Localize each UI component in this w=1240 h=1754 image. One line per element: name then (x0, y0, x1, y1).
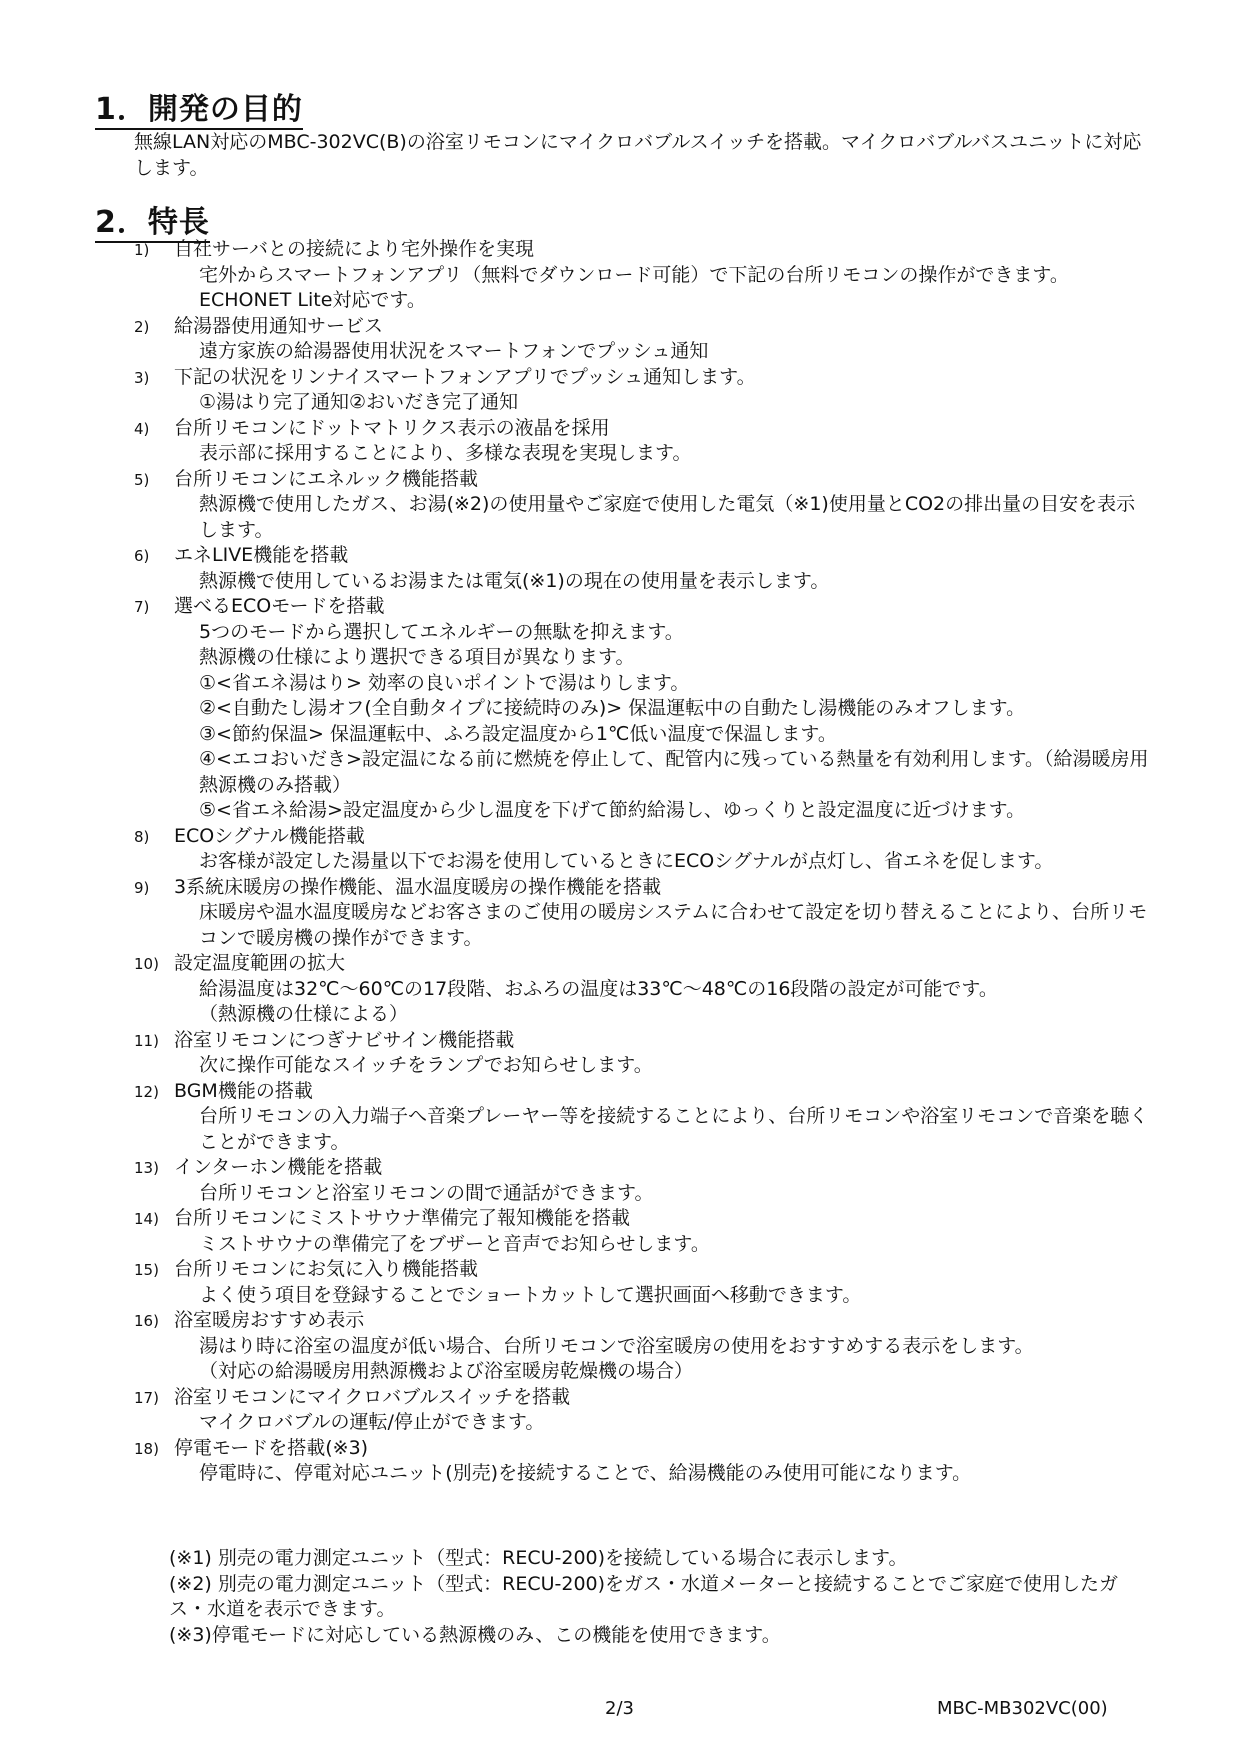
feature-description-line: 熱源機の仕様により選択できる項目が異なります。 (199, 646, 635, 668)
feature-item (124, 416, 1154, 467)
feature-item (124, 1155, 1154, 1206)
feature-title: 浴室リモコンにつぎナビサイン機能搭載 (174, 1028, 515, 1051)
feature-description-line: 停電時に、停電対応ユニット(別売)を接続することで、給湯機能のみ使用可能になります。 (199, 1462, 972, 1484)
feature-number: 10) (134, 955, 159, 973)
feature-item (124, 1257, 1154, 1308)
page-number: 2/3 (605, 1698, 634, 1719)
feature-description-line: （対応の給湯暖房用熱源機および浴室暖房乾燥機の場合） (199, 1360, 694, 1382)
feature-item (124, 1079, 1154, 1156)
feature-description (174, 492, 1154, 543)
feature-description-line: 台所リモコンの入力端子へ音楽プレーヤー等を接続することにより、台所リモコンや浴室リモコンで音楽を聴くことができます。 (199, 1105, 1149, 1153)
feature-title: 給湯器使用通知サービス (174, 314, 384, 337)
feature-number: 17) (134, 1388, 159, 1407)
footnote: (※3)停電モードに対応している熱源機のみ、この機能を使用できます。 (169, 1623, 781, 1646)
feature-description-line: ⑤<省エネ給湯>設定温度から少し温度を下げて節約給湯し、ゆっくりと設定温度に近づけます。 (199, 799, 1026, 821)
feature-description-line: 5つのモードから選択してエネルギーの無駄を抑えます。 (199, 620, 684, 643)
feature-title: 下記の状況をリンナイスマートフォンアプリでプッシュ通知します。 (174, 365, 756, 388)
feature-item (124, 951, 1154, 1028)
feature-description (174, 569, 1154, 595)
feature-description (174, 1104, 1154, 1155)
feature-description-line: 表示部に採用することにより、多様な表現を実現します。 (199, 442, 692, 464)
feature-item (124, 1436, 1154, 1487)
feature-description (174, 620, 1154, 824)
feature-description-line: ③<節約保温> 保温運転中、ふろ設定温度から1℃低い温度で保温します。 (199, 722, 837, 745)
feature-item (124, 1028, 1154, 1079)
feature-description (174, 390, 1154, 416)
feature-description (174, 339, 1154, 365)
feature-number: 11) (134, 1031, 159, 1050)
feature-description-line: 湯はり時に浴室の温度が低い場合、台所リモコンで浴室暖房の使用をおすすめする表示をします。 (199, 1334, 1034, 1357)
feature-number: 15) (134, 1261, 159, 1279)
feature-item (124, 467, 1154, 544)
feature-description (174, 900, 1154, 951)
feature-item (124, 1385, 1154, 1436)
feature-description (174, 1053, 1154, 1079)
feature-title: 3系統床暖房の操作機能、温水温度暖房の操作機能を搭載 (174, 875, 662, 898)
feature-description-line: 熱源機で使用したガス、お湯(※2)の使用量やご家庭で使用した電気（※1)使用量とCO2の排出量の目安を表示します。 (199, 493, 1136, 541)
feature-item (124, 1206, 1154, 1257)
feature-title: 停電モードを搭載(※3) (174, 1436, 369, 1459)
feature-title: 台所リモコンにエネルック機能搭載 (174, 467, 479, 490)
feature-description-line: お客様が設定した湯量以下でお湯を使用しているときにECOシグナルが点灯し、省エネを促します。 (199, 850, 1054, 872)
feature-title: インターホン機能を搭載 (174, 1156, 383, 1178)
feature-description (174, 1181, 1154, 1207)
feature-description-line: 床暖房や温水温度暖房などお客さまのご使用の暖房システムに合わせて設定を切り替えることにより、台所リモコンで暖房機の操作ができます。 (199, 901, 1148, 949)
feature-item (124, 314, 1154, 365)
feature-item (124, 824, 1154, 875)
feature-number: 3) (134, 368, 150, 387)
feature-item (124, 594, 1154, 824)
document-code: MBC-MB302VC(00) (937, 1698, 1108, 1719)
feature-description-line: ①<省エネ湯はり> 効率の良いポイントで湯はりします。 (199, 671, 690, 694)
feature-description-line: 台所リモコンと浴室リモコンの間で通話ができます。 (199, 1181, 654, 1204)
feature-description (174, 263, 1154, 314)
feature-title: 台所リモコンにドットマトリクス表示の液晶を採用 (174, 416, 610, 439)
feature-description (174, 1334, 1154, 1385)
feature-number: 6) (134, 547, 150, 565)
feature-title: 台所リモコンにお気に入り機能搭載 (174, 1258, 479, 1280)
feature-description (174, 1232, 1154, 1258)
feature-title: 浴室暖房おすすめ表示 (174, 1309, 365, 1331)
feature-description-line: 熱源機で使用しているお湯または電気(※1)の現在の使用量を表示します。 (199, 569, 830, 592)
feature-title: 選べるECOモードを搭載 (174, 595, 385, 617)
feature-number: 9) (134, 878, 150, 897)
feature-number: 12) (134, 1082, 159, 1101)
feature-description (174, 977, 1154, 1028)
feature-number: 16) (134, 1312, 159, 1330)
feature-description-line: （熱源機の仕様による） (199, 1003, 409, 1025)
section-1-body: 無線LAN対応のMBC-302VC(B)の浴室リモコンにマイクロバブルスイッチを搭載。マイクロバブルバスユニットに対応します。 (134, 131, 1142, 179)
feature-description-line: ①湯はり完了通知②おいだき完了通知 (199, 391, 519, 413)
footnote: (※1) 別売の電力測定ユニット（型式：RECU-200)を接続している場合に表示します。 (169, 1547, 908, 1569)
feature-description (174, 441, 1154, 467)
feature-number: 8) (134, 827, 150, 846)
feature-number: 1) (134, 241, 150, 259)
feature-description (174, 1283, 1154, 1309)
feature-item (124, 543, 1154, 594)
feature-description (174, 1461, 1154, 1487)
feature-description-line: 給湯温度は32℃～60℃の17段階、おふろの温度は33℃～48℃の16段階の設定が可能です。 (199, 977, 998, 1000)
feature-number: 13) (134, 1159, 159, 1177)
feature-number: 5) (134, 470, 150, 489)
feature-description-line: 遠方家族の給湯器使用状況をスマートフォンでプッシュ通知 (199, 340, 709, 362)
feature-description-line: 次に操作可能なスイッチをランプでお知らせします。 (199, 1054, 653, 1076)
feature-title: 台所リモコンにミストサウナ準備完了報知機能を搭載 (174, 1207, 631, 1229)
feature-title: ECOシグナル機能搭載 (174, 824, 365, 847)
feature-title: 自社サーバとの接続により宅外操作を実現 (174, 238, 535, 260)
feature-description-line: マイクロバブルの運転/停止ができます。 (199, 1411, 545, 1433)
feature-item (124, 237, 1154, 314)
feature-number: 7) (134, 598, 150, 616)
feature-number: 2) (134, 317, 150, 336)
feature-list (124, 237, 1154, 1487)
section-1-title: 1．開発の目的 (95, 92, 303, 130)
feature-title: 設定温度範囲の拡大 (174, 952, 346, 974)
feature-description-line: 宅外からスマートフォンアプリ（無料でダウンロード可能）で下記の台所リモコンの操作ができます。 (199, 263, 1069, 286)
feature-title: BGM機能の搭載 (174, 1079, 313, 1102)
feature-description-line: ②<自動たし湯オフ(全自動タイプに接続時のみ)> 保温運転中の自動たし湯機能のみオフします。 (199, 697, 1026, 719)
feature-title: エネLIVE機能を搭載 (174, 544, 349, 566)
feature-description-line: ミストサウナの準備完了をブザーと音声でお知らせします。 (199, 1232, 710, 1255)
feature-item (124, 1308, 1154, 1385)
feature-description-line: ECHONET Lite対応です。 (199, 289, 426, 311)
footnotes (169, 1546, 1149, 1648)
feature-description (174, 849, 1154, 875)
footnote: (※2) 別売の電力測定ユニット（型式：RECU-200)をガス・水道メーターと接続することでご家庭で使用したガス・水道を表示できます。 (169, 1572, 1119, 1620)
feature-number: 18) (134, 1439, 159, 1458)
section-2-title: 2．特長 (95, 205, 210, 243)
feature-number: 4) (134, 419, 150, 438)
feature-number: 14) (134, 1210, 159, 1228)
feature-description (174, 1410, 1154, 1436)
feature-description-line: ④<エコおいだき>設定温になる前に燃焼を停止して、配管内に残っている熱量を有効利用します。（給湯暖房用熱源機のみ搭載） (199, 748, 1149, 796)
feature-description-line: よく使う項目を登録することでショートカットして選択画面へ移動できます。 (199, 1283, 862, 1306)
feature-item (124, 875, 1154, 952)
feature-item (124, 365, 1154, 416)
feature-title: 浴室リモコンにマイクロバブルスイッチを搭載 (174, 1385, 571, 1408)
